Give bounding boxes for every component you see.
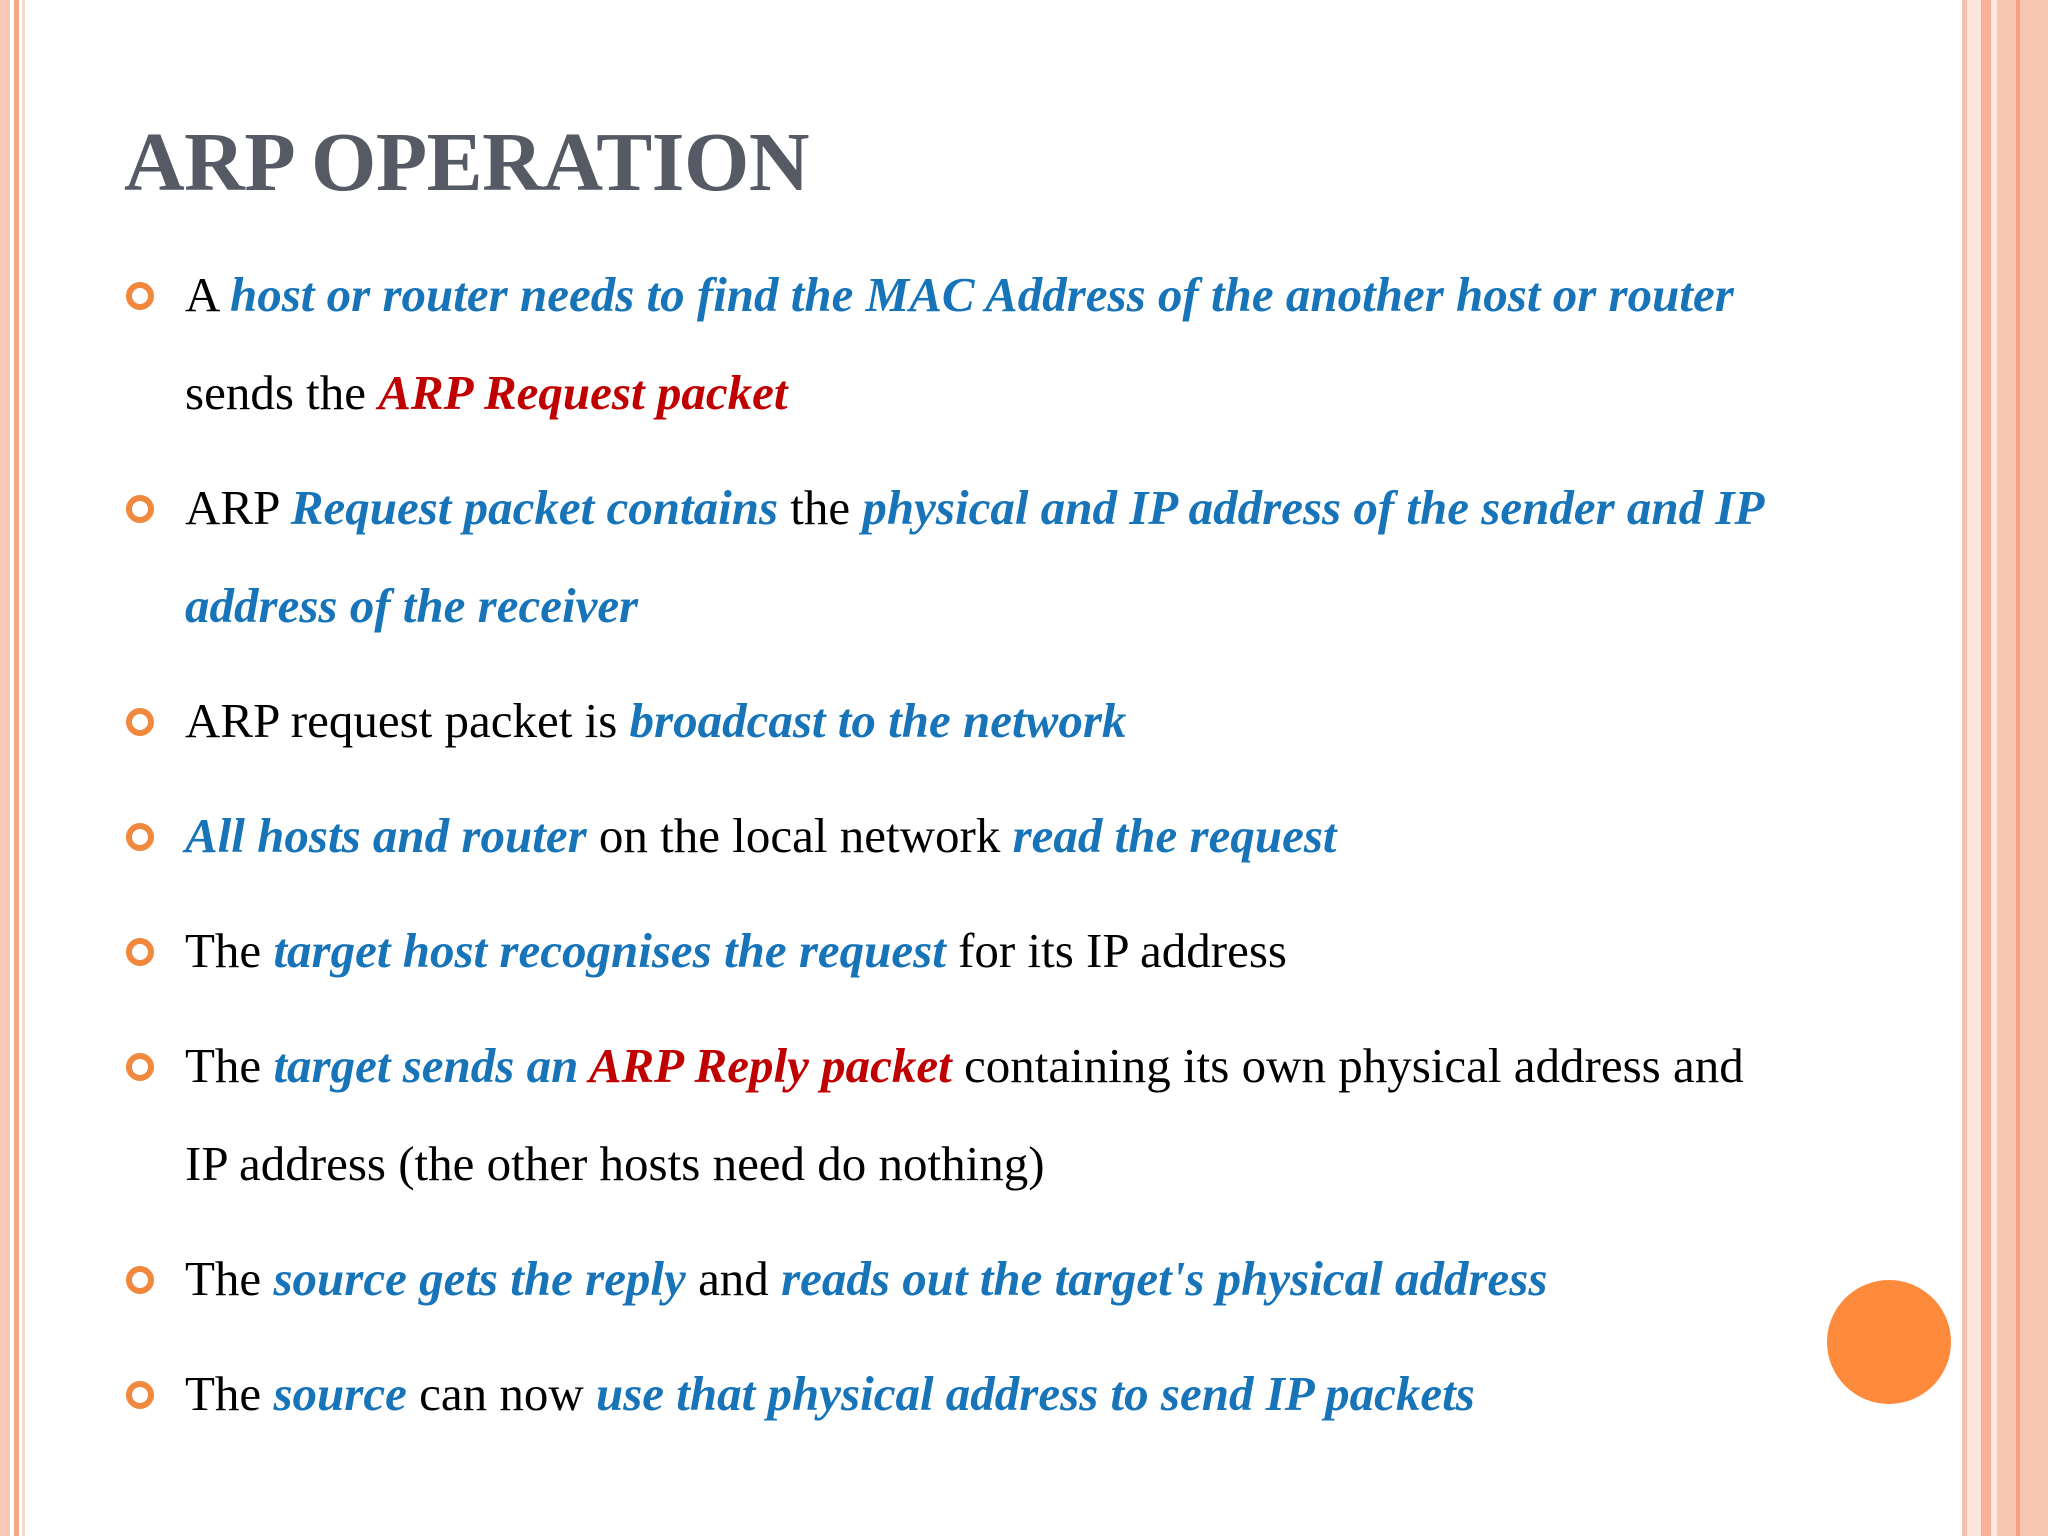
bullet-item <box>126 1345 1926 1443</box>
bullet-circle-icon <box>126 823 154 851</box>
bullet-highlight: target host recognises the request <box>273 923 946 978</box>
bullet-text: The <box>185 923 274 978</box>
bullet-highlight: address of the receiver <box>185 578 639 633</box>
bullet-circle-icon <box>126 1266 154 1294</box>
right-border-stripe <box>1967 0 1981 1536</box>
bullet-item <box>126 1017 1926 1213</box>
decorative-circle-icon <box>1827 1280 1951 1404</box>
bullet-circle-icon <box>126 282 154 310</box>
bullet-text: The <box>185 1366 274 1421</box>
bullet-item <box>126 459 1926 655</box>
bullet-highlight: Request packet contains <box>290 480 779 535</box>
bullet-item <box>126 1230 1926 1328</box>
left-border-stripe <box>0 0 10 1536</box>
bullet-text: ARP request packet is <box>185 693 630 748</box>
bullet-text: and <box>685 1251 782 1306</box>
bullet-circle-icon <box>126 495 154 523</box>
bullet-item <box>126 672 1926 770</box>
bullet-highlight: use that physical address to send IP packets <box>595 1366 1475 1421</box>
right-border-stripe <box>2016 0 2020 1536</box>
slide-title: ARP OPERATION <box>124 116 809 209</box>
left-border-stripe <box>22 0 25 1536</box>
bullet-item <box>126 246 1926 442</box>
right-border-stripe <box>1997 0 2048 1536</box>
bullet-text: sends the <box>185 365 379 420</box>
bullet-circle-icon <box>126 938 154 966</box>
bullet-list <box>126 246 1926 1460</box>
bullet-highlight: host or router needs to find the MAC Address of the another host or router <box>229 267 1734 322</box>
bullet-highlight: source <box>273 1366 407 1421</box>
bullet-item <box>126 902 1926 1000</box>
left-border-stripe <box>14 0 19 1536</box>
bullet-item <box>126 787 1926 885</box>
bullet-text: containing its own physical address and <box>951 1038 1744 1093</box>
bullet-highlight: read the request <box>1012 808 1337 863</box>
bullet-text: A <box>185 267 230 322</box>
bullet-text: on the local network <box>586 808 1013 863</box>
bullet-text: IP address (the other hosts need do nothing) <box>185 1136 1045 1191</box>
bullet-highlight: reads out the target's physical address <box>781 1251 1548 1306</box>
bullet-text: for its IP address <box>945 923 1287 978</box>
bullet-highlight: target sends an <box>273 1038 589 1093</box>
right-border-stripe <box>1981 0 1991 1536</box>
bullet-highlight: physical and IP address of the sender and IP <box>862 480 1765 535</box>
bullet-text: The <box>185 1251 274 1306</box>
bullet-emphasis: ARP Request packet <box>378 365 788 420</box>
bullet-text: can now <box>406 1366 596 1421</box>
bullet-text: The <box>185 1038 274 1093</box>
bullet-text: the <box>778 480 863 535</box>
bullet-circle-icon <box>126 1381 154 1409</box>
bullet-circle-icon <box>126 708 154 736</box>
bullet-emphasis: ARP Reply packet <box>588 1038 952 1093</box>
bullet-highlight: source gets the reply <box>273 1251 686 1306</box>
bullet-highlight: broadcast to the network <box>629 693 1127 748</box>
bullet-circle-icon <box>126 1053 154 1081</box>
bullet-text: ARP <box>185 480 291 535</box>
bullet-highlight: All hosts and router <box>185 808 587 863</box>
